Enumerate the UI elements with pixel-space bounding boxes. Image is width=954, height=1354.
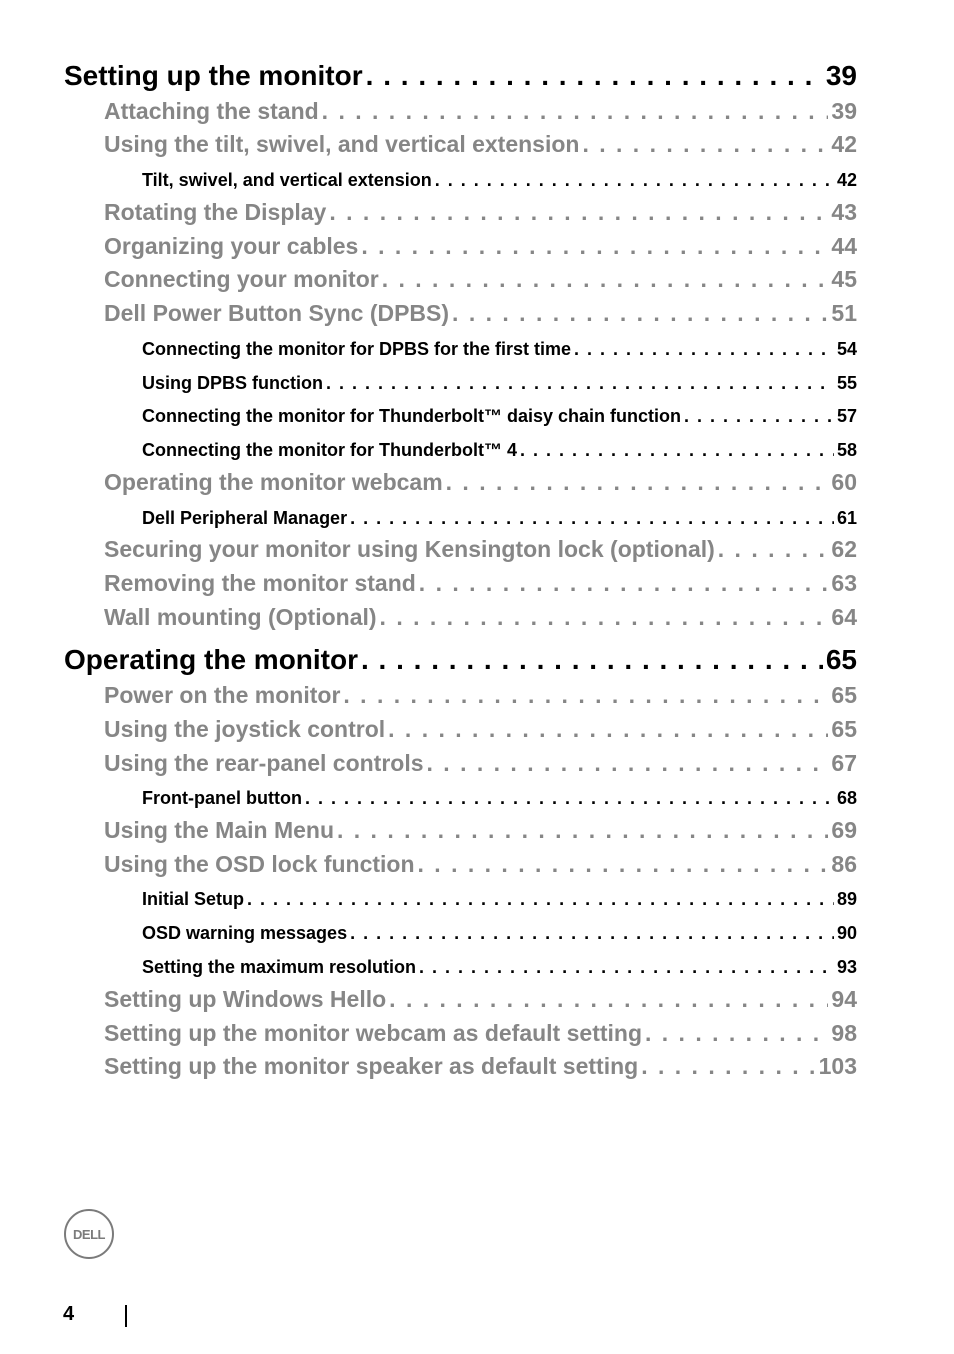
toc-chapter[interactable] — [64, 60, 857, 92]
toc-entry-page: 90 — [836, 923, 857, 943]
toc-entry-page: 67 — [831, 750, 857, 776]
toc-subsection[interactable] — [142, 440, 857, 461]
toc-section[interactable] — [104, 817, 857, 844]
toc-entry-title: Connecting your monitor — [104, 266, 379, 292]
toc-entry-page: 86 — [831, 851, 857, 877]
toc-entry-page: 98 — [831, 1020, 857, 1046]
toc-section[interactable] — [104, 469, 857, 496]
toc-entry-title: Using the tilt, swivel, and vertical extension — [104, 131, 580, 157]
toc-entry-page: 89 — [836, 889, 857, 909]
toc-entry-page: 44 — [831, 233, 857, 259]
dot-leader — [574, 339, 834, 360]
toc-entry-page: 39 — [831, 98, 857, 124]
toc-entry-title: Wall mounting (Optional) — [104, 604, 377, 630]
toc-subsection[interactable] — [142, 508, 857, 529]
dot-leader — [305, 788, 834, 809]
toc-section[interactable] — [104, 851, 857, 878]
toc-entry-title: Front-panel button — [142, 788, 302, 808]
toc-section[interactable] — [104, 233, 857, 260]
toc-entry-title: Connecting the monitor for Thunderbolt™ 4 — [142, 440, 517, 460]
dot-leader — [361, 233, 828, 260]
toc-section[interactable] — [104, 1020, 857, 1047]
toc-entry-page: 51 — [831, 300, 857, 326]
dot-leader — [452, 300, 828, 327]
toc-entry-title: Rotating the Display — [104, 199, 327, 225]
toc-section[interactable] — [104, 131, 857, 158]
toc-entry-page: 63 — [831, 570, 857, 596]
toc-subsection[interactable] — [142, 339, 857, 360]
dot-leader — [641, 1053, 815, 1080]
dot-leader — [582, 131, 828, 158]
toc-entry-title: Setting up the monitor webcam as default setting — [104, 1020, 642, 1046]
toc-entry-page: 43 — [831, 199, 857, 225]
toc-entry-page: 68 — [836, 788, 857, 808]
toc-entry-page: 103 — [818, 1053, 857, 1079]
dot-leader — [350, 508, 834, 529]
dot-leader — [343, 682, 828, 709]
toc-entry-page: 42 — [836, 170, 857, 190]
toc-entry-page: 62 — [831, 536, 857, 562]
dot-leader — [366, 60, 823, 92]
toc-entry-title: Dell Peripheral Manager — [142, 508, 348, 528]
dot-leader — [322, 98, 829, 125]
toc-entry-title: Removing the monitor stand — [104, 570, 416, 596]
toc-section[interactable] — [104, 199, 857, 226]
toc-entry-page: 54 — [836, 339, 857, 359]
toc-entry-title: Connecting the monitor for Thunderbolt™ daisy chain function — [142, 406, 681, 426]
dell-logo-text: DELL — [73, 1226, 105, 1242]
dot-leader — [361, 644, 823, 676]
dot-leader — [382, 266, 829, 293]
toc-entry-page: 39 — [825, 60, 857, 91]
toc-section[interactable] — [104, 986, 857, 1013]
toc-section[interactable] — [104, 570, 857, 597]
dot-leader — [684, 406, 834, 427]
footer-divider — [125, 1305, 127, 1327]
toc-entry-title: Using DPBS function — [142, 373, 323, 393]
toc-entry-title: Dell Power Button Sync (DPBS) — [104, 300, 450, 326]
toc-entry-page: 69 — [831, 817, 857, 843]
toc-entry-title: Setting the maximum resolution — [142, 957, 417, 977]
toc-entry-title: OSD warning messages — [142, 923, 348, 943]
toc-subsection[interactable] — [142, 406, 857, 427]
dot-leader — [329, 199, 828, 226]
toc-chapter[interactable] — [64, 644, 857, 676]
dot-leader — [419, 957, 834, 978]
dot-leader — [337, 817, 828, 844]
toc-entry-title: Securing your monitor using Kensington lock (optional) — [104, 536, 715, 562]
toc-section[interactable] — [104, 536, 857, 563]
toc-entry-title: Connecting the monitor for DPBS for the first time — [142, 339, 572, 359]
toc-subsection[interactable] — [142, 889, 857, 910]
dot-leader — [380, 604, 829, 631]
toc-entry-page: 65 — [831, 716, 857, 742]
toc-entry-page: 55 — [836, 373, 857, 393]
toc-entry-title: Operating the monitor webcam — [104, 469, 443, 495]
toc-entry-title: Using the Main Menu — [104, 817, 334, 843]
dot-leader — [388, 716, 828, 743]
toc-entry-page: 94 — [831, 986, 857, 1012]
dot-leader — [247, 889, 834, 910]
toc-entry-page: 65 — [831, 682, 857, 708]
toc-entry-title: Using the joystick control — [104, 716, 386, 742]
dot-leader — [350, 923, 834, 944]
toc-entry-title: Attaching the stand — [104, 98, 319, 124]
dot-leader — [389, 986, 828, 1013]
toc-section[interactable] — [104, 98, 857, 125]
dell-logo — [64, 1209, 114, 1259]
toc-entry-title: Power on the monitor — [104, 682, 341, 708]
page-number: 4 — [63, 1303, 75, 1325]
toc-section[interactable] — [104, 604, 857, 631]
toc-entry-title: Initial Setup — [142, 889, 245, 909]
toc-entry-page: 58 — [836, 440, 857, 460]
toc-entry-page: 65 — [825, 644, 857, 675]
toc-section[interactable] — [104, 750, 857, 777]
toc-entry-title: Setting up the monitor — [64, 60, 363, 91]
toc-entry-title: Tilt, swivel, and vertical extension — [142, 170, 432, 190]
dot-leader — [520, 440, 834, 461]
toc-subsection[interactable] — [142, 788, 857, 809]
toc-entry-page: 93 — [836, 957, 857, 977]
dot-leader — [427, 750, 829, 777]
dot-leader — [435, 170, 834, 191]
dot-leader — [419, 570, 829, 597]
toc-section[interactable] — [104, 266, 857, 293]
toc-entry-page: 64 — [831, 604, 857, 630]
dot-leader — [718, 536, 829, 563]
toc-entry-title: Operating the monitor — [64, 644, 358, 675]
toc-entry-title: Using the rear-panel controls — [104, 750, 424, 776]
toc-entry-page: 61 — [836, 508, 857, 528]
dot-leader — [645, 1020, 828, 1047]
toc-subsection[interactable] — [142, 923, 857, 944]
dot-leader — [326, 373, 834, 394]
toc-entry-page: 42 — [831, 131, 857, 157]
toc-subsection[interactable] — [142, 373, 857, 394]
toc-subsection[interactable] — [142, 957, 857, 978]
toc-section[interactable] — [104, 300, 857, 327]
toc-subsection[interactable] — [142, 170, 857, 191]
dot-leader — [418, 851, 829, 878]
toc-section[interactable] — [104, 716, 857, 743]
dot-leader — [446, 469, 829, 496]
toc-entry-title: Setting up the monitor speaker as default setting — [104, 1053, 639, 1079]
toc-entry-title: Setting up Windows Hello — [104, 986, 387, 1012]
toc-section[interactable] — [104, 1053, 857, 1080]
toc-entry-page: 57 — [836, 406, 857, 426]
toc-entry-title: Organizing your cables — [104, 233, 359, 259]
toc-section[interactable] — [104, 682, 857, 709]
toc-entry-page: 45 — [831, 266, 857, 292]
toc-entry-page: 60 — [831, 469, 857, 495]
toc-entry-title: Using the OSD lock function — [104, 851, 415, 877]
